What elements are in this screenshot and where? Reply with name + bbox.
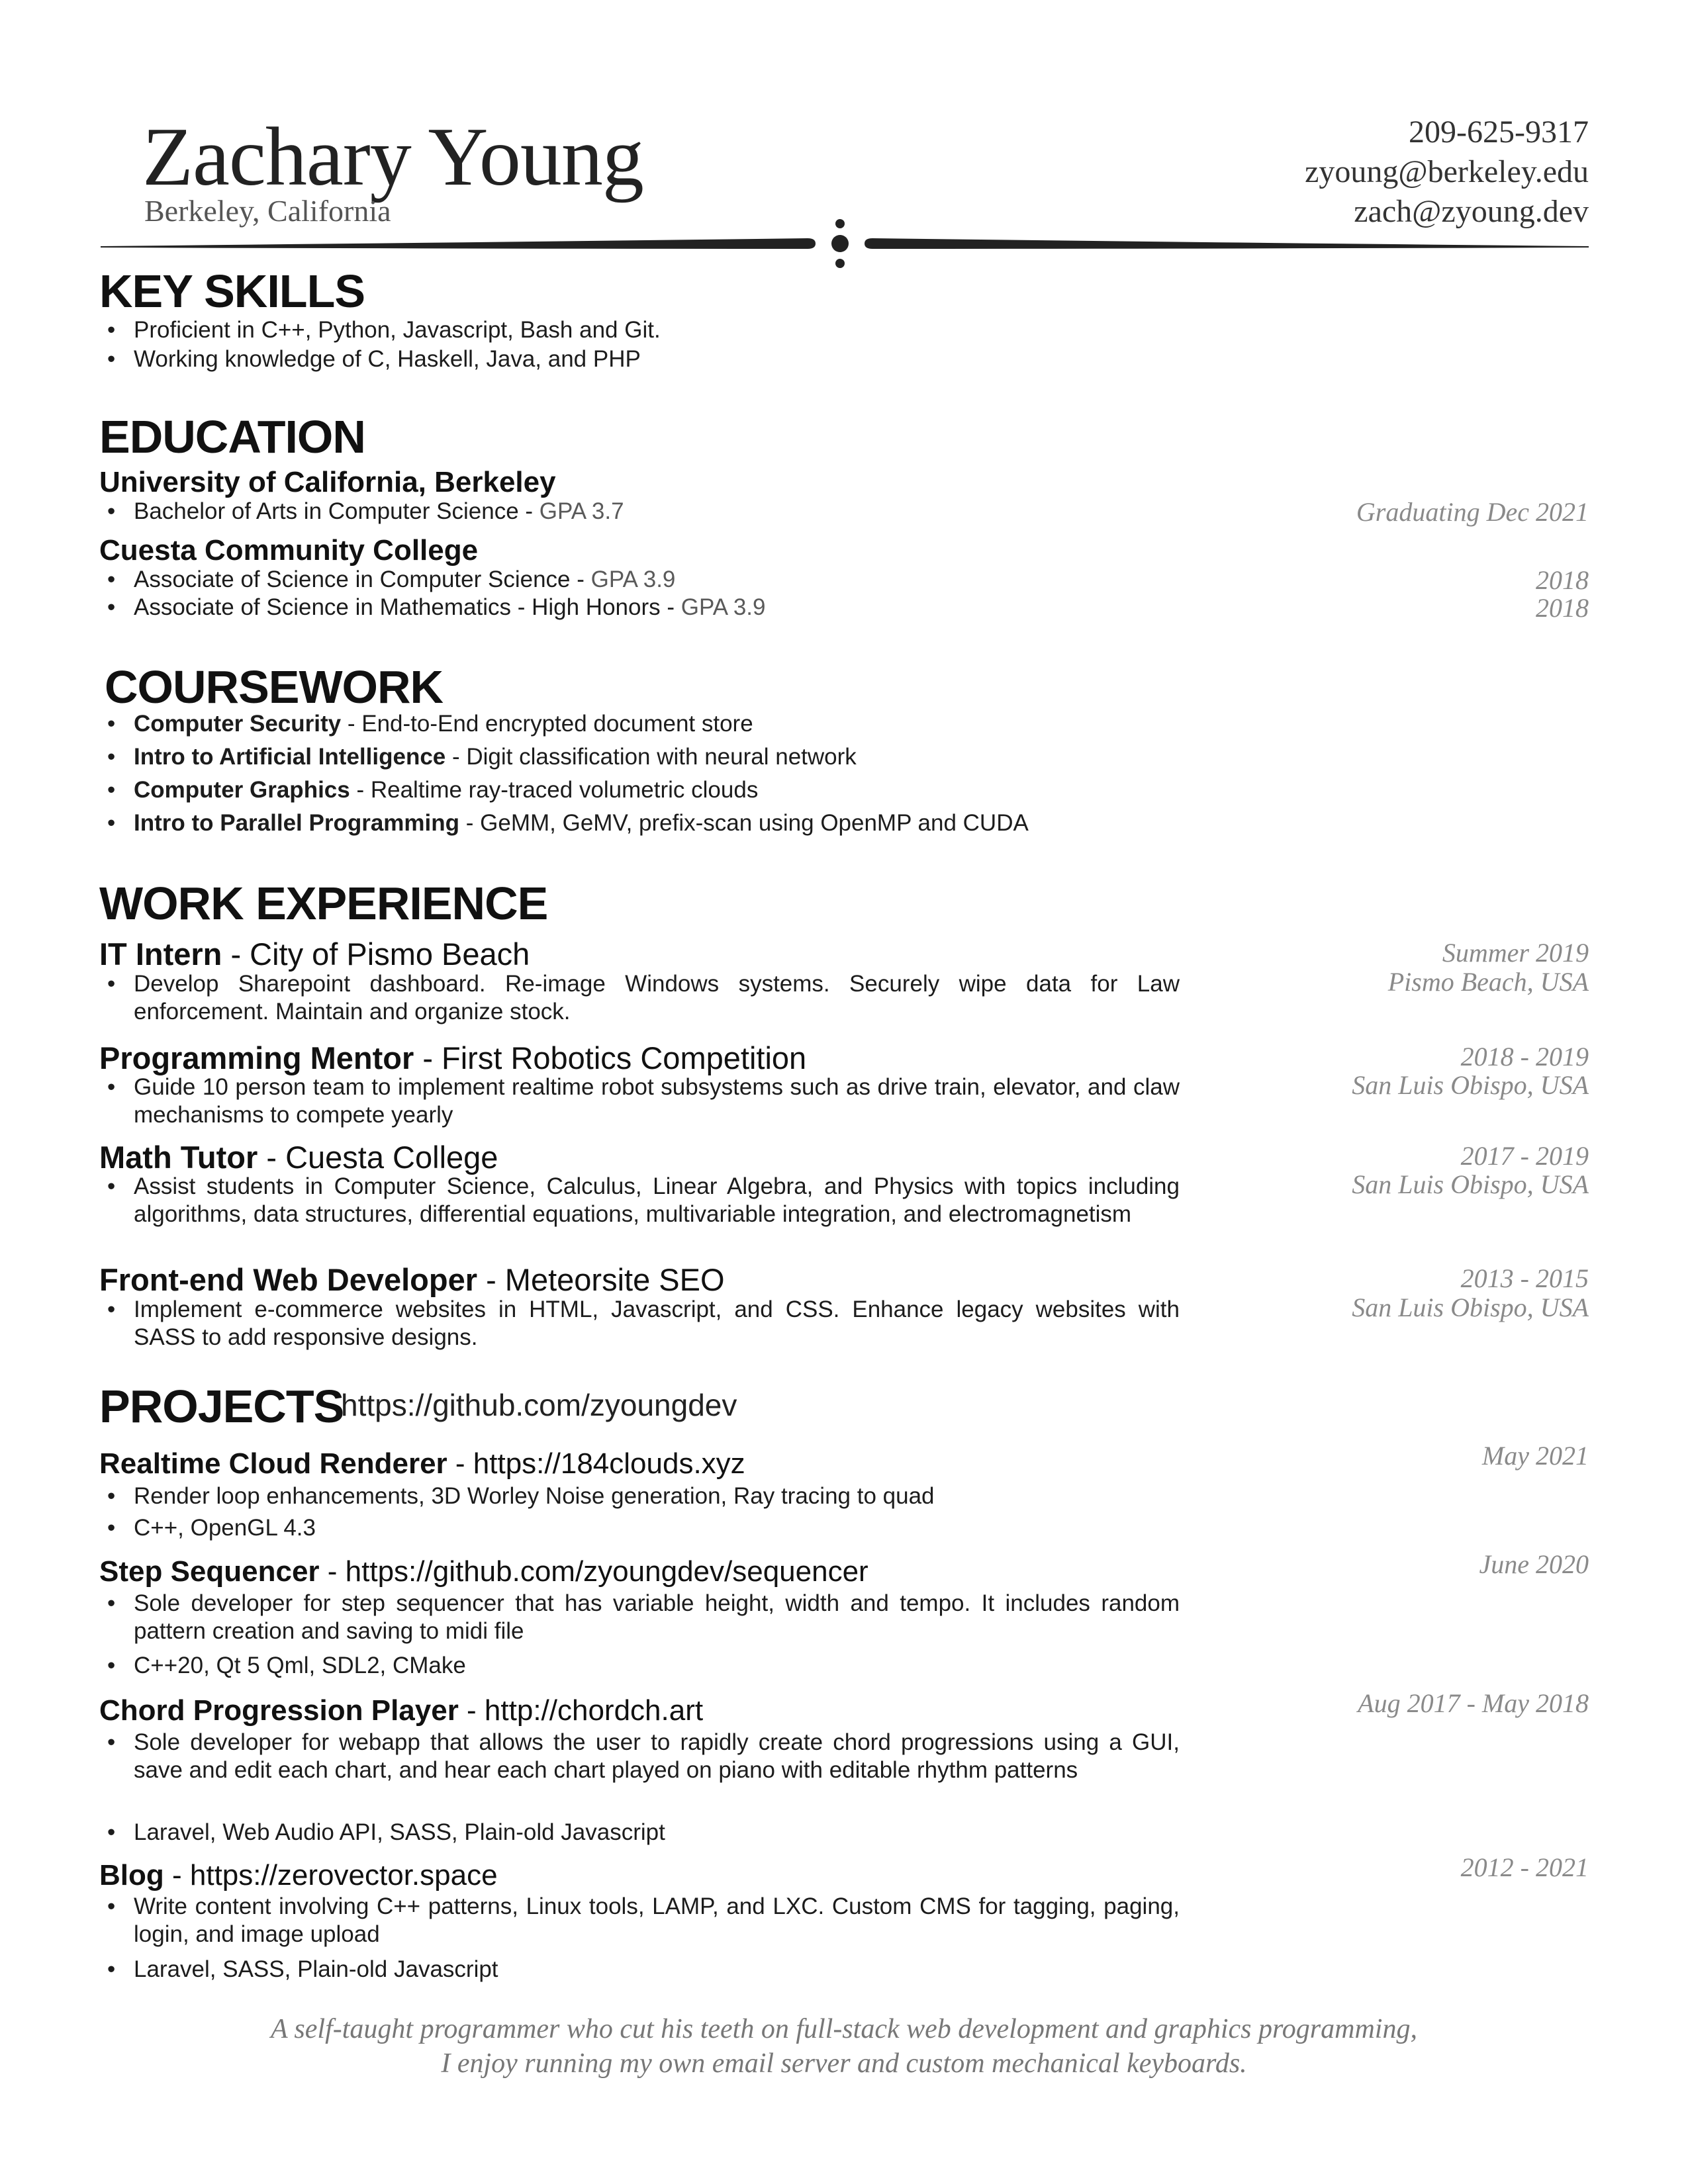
- phone-number: 209-625-9317: [1409, 114, 1589, 150]
- job-date: Summer 2019: [1442, 938, 1589, 968]
- project-title: Chord Progression Player - http://chordch.art: [99, 1694, 704, 1727]
- skill-item: • Proficient in C++, Python, Javascript, Bash and Git.: [107, 316, 661, 344]
- email-school[interactable]: zyoung@berkeley.edu: [1305, 154, 1589, 189]
- work-heading: WORK EXPERIENCE: [99, 878, 548, 929]
- degree-item: • Associate of Science in Computer Science - GPA 3.9: [107, 566, 675, 594]
- project-date: Aug 2017 - May 2018: [1358, 1688, 1589, 1718]
- project-title: Realtime Cloud Renderer - https://184clouds.xyz: [99, 1447, 745, 1480]
- course-item: • Intro to Parallel Programming - GeMM, GeMV, prefix-scan using OpenMP and CUDA: [107, 809, 1029, 837]
- project-description: • Sole developer for step sequencer that has variable height, width and tempo. It includes random pattern creation and saving to midi file: [107, 1590, 1180, 1645]
- skills-heading: KEY SKILLS: [99, 265, 365, 317]
- job-title: Front-end Web Developer - Meteorsite SEO: [99, 1262, 725, 1297]
- candidate-name: Zachary Young: [142, 111, 643, 203]
- summary-line: A self-taught programmer who cut his teeth on full-stack web development and graphics programming,: [271, 2014, 1417, 2044]
- project-description: • Sole developer for webapp that allows the user to rapidly create chord progressions using a GUI, save and edit each chart, and hear each chart played on piano with editable rhythm patterns: [107, 1729, 1180, 1784]
- project-description: • Render loop enhancements, 3D Worley Noise generation, Ray tracing to quad: [107, 1482, 1180, 1510]
- job-date: 2018 - 2019: [1460, 1042, 1589, 1071]
- skill-item: • Working knowledge of C, Haskell, Java, and PHP: [107, 345, 641, 373]
- project-description: • Write content involving C++ patterns, Linux tools, LAMP, and LXC. Custom CMS for tagging, paging, login, and image upload: [107, 1893, 1180, 1948]
- job-title: Math Tutor - Cuesta College: [99, 1140, 498, 1175]
- github-link[interactable]: https://github.com/zyoungdev: [341, 1388, 737, 1422]
- project-title: Blog - https://zerovector.space: [99, 1859, 498, 1891]
- job-location: San Luis Obispo, USA: [1352, 1169, 1589, 1199]
- project-tech: • C++20, Qt 5 Qml, SDL2, CMake: [107, 1652, 466, 1680]
- job-title: Programming Mentor - First Robotics Competition: [99, 1040, 807, 1075]
- degree-item: • Associate of Science in Mathematics - High Honors - GPA 3.9: [107, 594, 766, 621]
- degree-item: • Bachelor of Arts in Computer Science - GPA 3.7: [107, 498, 624, 525]
- project-tech: • Laravel, Web Audio API, SASS, Plain-old Javascript: [107, 1819, 665, 1846]
- project-date: 2012 - 2021: [1460, 1852, 1589, 1882]
- project-date: June 2020: [1479, 1549, 1589, 1579]
- project-date: May 2021: [1481, 1441, 1589, 1471]
- job-description: • Develop Sharepoint dashboard. Re-image Windows systems. Securely wipe data for Law enforcement. Maintain and organize stock.: [107, 970, 1180, 1026]
- job-location: San Luis Obispo, USA: [1352, 1293, 1589, 1322]
- header-divider: [99, 212, 1589, 271]
- personal-summary: [0, 2012, 1688, 2081]
- school-name: University of California, Berkeley: [99, 466, 556, 498]
- degree-date: Graduating Dec 2021: [1356, 497, 1589, 527]
- job-date: 2017 - 2019: [1460, 1141, 1589, 1171]
- summary-line: I enjoy running my own email server and custom mechanical keyboards.: [441, 2048, 1247, 2079]
- job-location: San Luis Obispo, USA: [1352, 1070, 1589, 1100]
- project-tech: • Laravel, SASS, Plain-old Javascript: [107, 1956, 498, 1983]
- project-tech: • C++, OpenGL 4.3: [107, 1514, 316, 1542]
- job-location: Pismo Beach, USA: [1387, 967, 1589, 997]
- project-title: Step Sequencer - https://github.com/zyoungdev/sequencer: [99, 1555, 868, 1588]
- education-heading: EDUCATION: [99, 411, 365, 463]
- job-date: 2013 - 2015: [1460, 1263, 1589, 1293]
- course-item: • Computer Graphics - Realtime ray-traced volumetric clouds: [107, 776, 758, 804]
- candidate-location: Berkeley, California: [144, 194, 391, 228]
- school-name: Cuesta Community College: [99, 534, 479, 567]
- job-description: • Implement e-commerce websites in HTML, Javascript, and CSS. Enhance legacy websites with SASS to add responsive designs.: [107, 1296, 1180, 1351]
- course-item: • Intro to Artificial Intelligence - Digit classification with neural network: [107, 743, 857, 771]
- job-title: IT Intern - City of Pismo Beach: [99, 936, 530, 972]
- job-description: • Guide 10 person team to implement realtime robot subsystems such as drive train, elevator, and claw mechanisms to compete yearly: [107, 1073, 1180, 1129]
- degree-date: 2018: [1536, 593, 1589, 623]
- coursework-heading: COURSEWORK: [105, 661, 444, 713]
- projects-heading: PROJECTS: [99, 1381, 344, 1432]
- degree-date: 2018: [1536, 565, 1589, 595]
- course-item: • Computer Security - End-to-End encrypted document store: [107, 710, 753, 738]
- job-description: • Assist students in Computer Science, Calculus, Linear Algebra, and Physics with topics including algorithms, data structures, differential equations, multivariable integration, and electromagnetism: [107, 1173, 1180, 1228]
- email-personal[interactable]: zach@zyoung.dev: [1354, 194, 1589, 229]
